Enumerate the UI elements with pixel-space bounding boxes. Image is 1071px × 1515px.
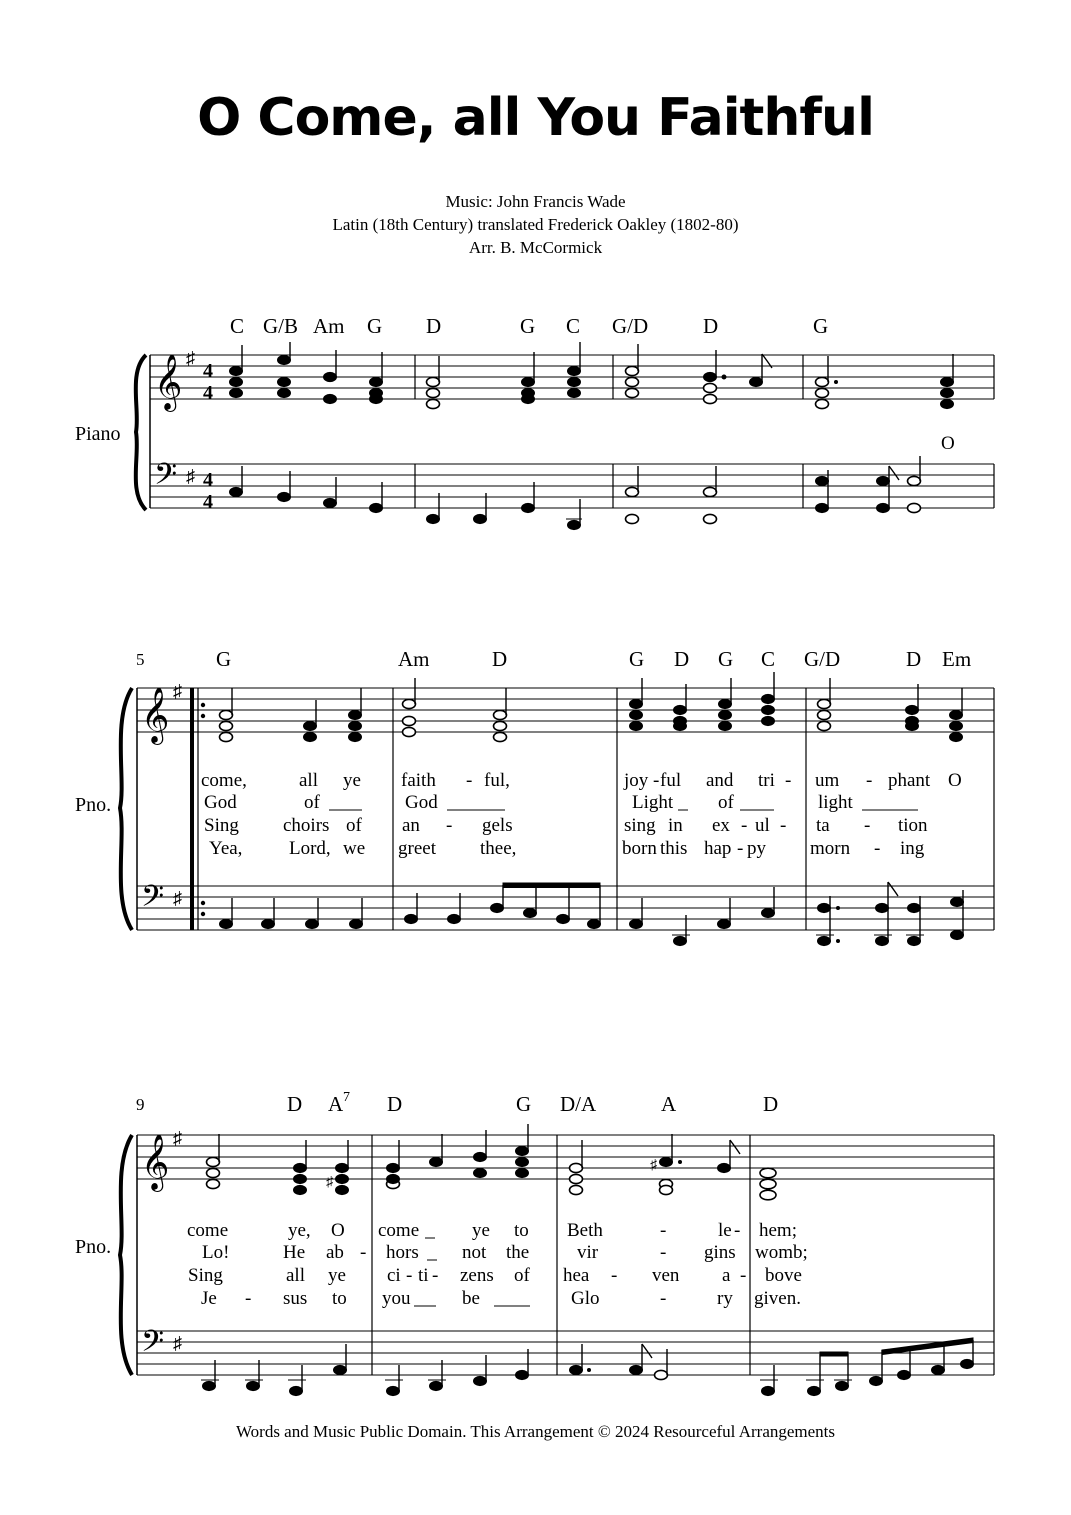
lyric: God [405,792,438,813]
lyric: of [514,1265,530,1286]
measure-number: 5 [136,650,145,669]
lyric: - [785,770,792,791]
lyric: ven [652,1265,680,1286]
lyric: O [941,433,955,454]
lyric: all [286,1265,305,1286]
lyric: hea [563,1265,590,1286]
lyric: ye [328,1265,346,1286]
lyric: born [622,838,657,859]
accidental-sharp-icon: ♯ [650,1158,657,1173]
lyric: phant [888,770,931,791]
chord-symbol: Am [398,647,430,671]
lyric: choirs [283,815,330,836]
lyric: um [815,770,840,791]
lyric: ful, [484,770,510,791]
lyric: Lo! [202,1242,230,1263]
lyrics [187,1220,808,1309]
repeat-start-barline [190,688,205,930]
chord-symbol: Am [313,314,345,338]
page-title: O Come, all You Faithful [197,88,874,148]
lyric: Beth [567,1220,603,1241]
instrument-label: Pno. [75,1236,112,1258]
lyric: of [718,792,734,813]
chord-symbol: D/A [560,1092,597,1116]
lyric: ti [418,1265,429,1286]
system-1 [75,314,994,530]
lyric: - [737,838,744,859]
bass-half-notes [626,476,921,523]
lyric: le [718,1220,732,1241]
time-signature: 4 [203,491,213,513]
chord-symbol: Em [942,647,972,671]
lyric: of [346,815,362,836]
copyright-footer: Words and Music Public Domain. This Arrangement © 2024 Resourceful Arrangements [235,1422,836,1441]
lyric: O [331,1220,345,1241]
lyric: sus [283,1288,308,1309]
lyric: - [874,838,881,859]
lyric: we [343,838,366,859]
lyric: gins [704,1242,736,1263]
lyric: - [245,1288,252,1309]
lyric: womb; [755,1242,808,1263]
time-signature: 4 [203,469,213,491]
bass-notes [230,466,900,530]
chord-symbol: D [674,647,690,671]
lyric: - [611,1265,618,1286]
chord-symbol: D [492,647,508,671]
lyric: bove [765,1265,802,1286]
lyric: ci [387,1265,401,1286]
measure-number: 9 [136,1095,145,1114]
lyric: - [740,1265,747,1286]
lyric: sing [624,815,656,836]
lyric: ta [816,815,830,836]
lyric: - [864,815,871,836]
lyric: Light [632,792,674,813]
lyric: hem; [759,1220,797,1241]
lyric: ing [900,838,925,859]
dot [678,1160,682,1164]
lyric: be [462,1288,480,1309]
lyric: Glo [571,1288,600,1309]
chord-symbol: C [566,314,581,338]
lyric: faith [401,770,436,791]
treble-clef-icon: 𝄞 [141,689,170,742]
instrument-label: Pno. [75,794,112,816]
barlines [393,688,994,930]
chord-symbol: D [703,314,719,338]
bass-notes [201,1338,974,1396]
treble-staff [137,688,994,732]
chord-symbol: C [761,647,776,671]
lyric: in [668,815,683,836]
lyric: - [660,1220,667,1241]
key-sharp-icon: ♯ [173,1128,182,1148]
lyric: joy [624,770,649,791]
lyric: gels [482,815,513,836]
lyric: come [187,1220,229,1241]
lyric: O [948,770,962,791]
lyric: you [382,1288,411,1309]
dot [587,1368,591,1372]
dot [834,380,838,384]
lyric: - [360,1242,367,1263]
dot [836,939,840,943]
treble-staff [137,1135,994,1179]
chord-symbol: G/D [612,314,649,338]
chord-symbol: G [367,314,383,338]
lyric: God [204,792,237,813]
stems [439,344,828,382]
lyric: ye [472,1220,490,1241]
bass-clef-icon: 𝄢 [141,880,165,920]
lyric: to [332,1288,347,1309]
bass-clef-icon: 𝄢 [141,1325,165,1365]
credit-translation: Latin (18th Century) translated Frederick Oakley (1802-80) [332,215,739,234]
treble-clef-icon: 𝄞 [154,356,183,409]
time-signature: 4 [203,382,213,404]
treble-notes [304,694,963,741]
lyrics [201,770,962,859]
lyric: hap [704,838,732,859]
lyric: a [722,1265,731,1286]
lyric: ye, [288,1220,311,1241]
key-sharp-icon: ♯ [173,888,182,908]
chord-symbol: G [520,314,536,338]
lyric: come, [201,770,247,791]
chord-symbol: G/D [804,647,841,671]
accidental-sharp-icon: ♯ [326,1175,333,1190]
stems [638,456,920,492]
bass-staff [137,1331,994,1375]
chord-symbol: G/B [263,314,299,338]
bass-half-notes [655,1370,668,1379]
chord-symbol: A [661,1092,677,1116]
chord-symbol: G [718,647,734,671]
brace [120,1135,132,1375]
key-sharp-icon: ♯ [173,681,182,701]
lyric: He [283,1242,306,1263]
lyric: come [378,1220,420,1241]
lyric: ul [755,815,770,836]
lyric: given. [754,1288,801,1309]
key-sharp-icon: ♯ [173,1333,182,1353]
lyric: the [506,1242,530,1263]
bass-notes [220,882,964,946]
lyric: light [818,792,853,813]
lyric: of [304,792,320,813]
lyric: - [660,1288,667,1309]
chord-symbol: D [906,647,922,671]
key-sharp-icon: ♯ [186,348,195,368]
lyric: ry [717,1288,733,1309]
lyric: Lord, [289,838,331,859]
chord-symbol: D [763,1092,779,1116]
bass-staff [150,464,994,508]
lyric: - [734,1220,741,1241]
chord-symbol: D [387,1092,403,1116]
credit-arranger: Arr. B. McCormick [468,238,603,257]
chord-symbol: D [426,314,442,338]
lyric: this [660,838,688,859]
treble-clef-icon: 𝄞 [141,1136,170,1189]
lyric: - [741,815,748,836]
lyric: tion [898,815,928,836]
lyric: ab [326,1242,344,1263]
chord-symbol: G [813,314,829,338]
lyric: ex [712,815,730,836]
lyric: Yea, [209,838,243,859]
lyric: - [406,1265,413,1286]
lyric: thee, [480,838,517,859]
chord-symbol: A [328,1092,344,1116]
lyric: ye [343,770,361,791]
flag [730,1140,740,1154]
credit-music: Music: John Francis Wade [445,192,626,211]
system-3 [75,1090,994,1396]
chord-symbol: G [216,647,232,671]
lyric: py [747,838,766,859]
chord-symbol: G [516,1092,532,1116]
chord-superscript: 7 [343,1090,350,1105]
chord-symbol: D [287,1092,303,1116]
lyric: - [660,1242,667,1263]
system-2 [75,647,994,946]
lyric: Sing [204,815,239,836]
lyric: - [780,815,787,836]
brace [120,688,132,930]
lyric: ful [660,770,682,791]
lyric: not [462,1242,487,1263]
lyric: zens [460,1265,494,1286]
lyric: tri [758,770,775,791]
instrument-label: Piano [75,423,121,445]
lyric: hors [386,1242,419,1263]
lyric: - [653,770,660,791]
lyric: - [432,1265,439,1286]
lyric: Sing [188,1265,223,1286]
chord-symbol: C [230,314,245,338]
dot [836,906,840,910]
lyric: and [706,770,734,791]
lyric: morn [810,838,851,859]
lyric: - [866,770,873,791]
brace [136,355,146,510]
lyric: all [299,770,318,791]
time-signature: 4 [203,360,213,382]
lyric: vir [577,1242,599,1263]
bass-clef-icon: 𝄢 [154,458,178,498]
lyric: an [402,815,420,836]
lyric: greet [398,838,436,859]
lyric: to [514,1220,529,1241]
lyric: - [466,770,473,791]
key-sharp-icon: ♯ [186,466,195,486]
lyric: - [446,815,453,836]
lyric: Je [201,1288,217,1309]
chord-symbol: G [629,647,645,671]
